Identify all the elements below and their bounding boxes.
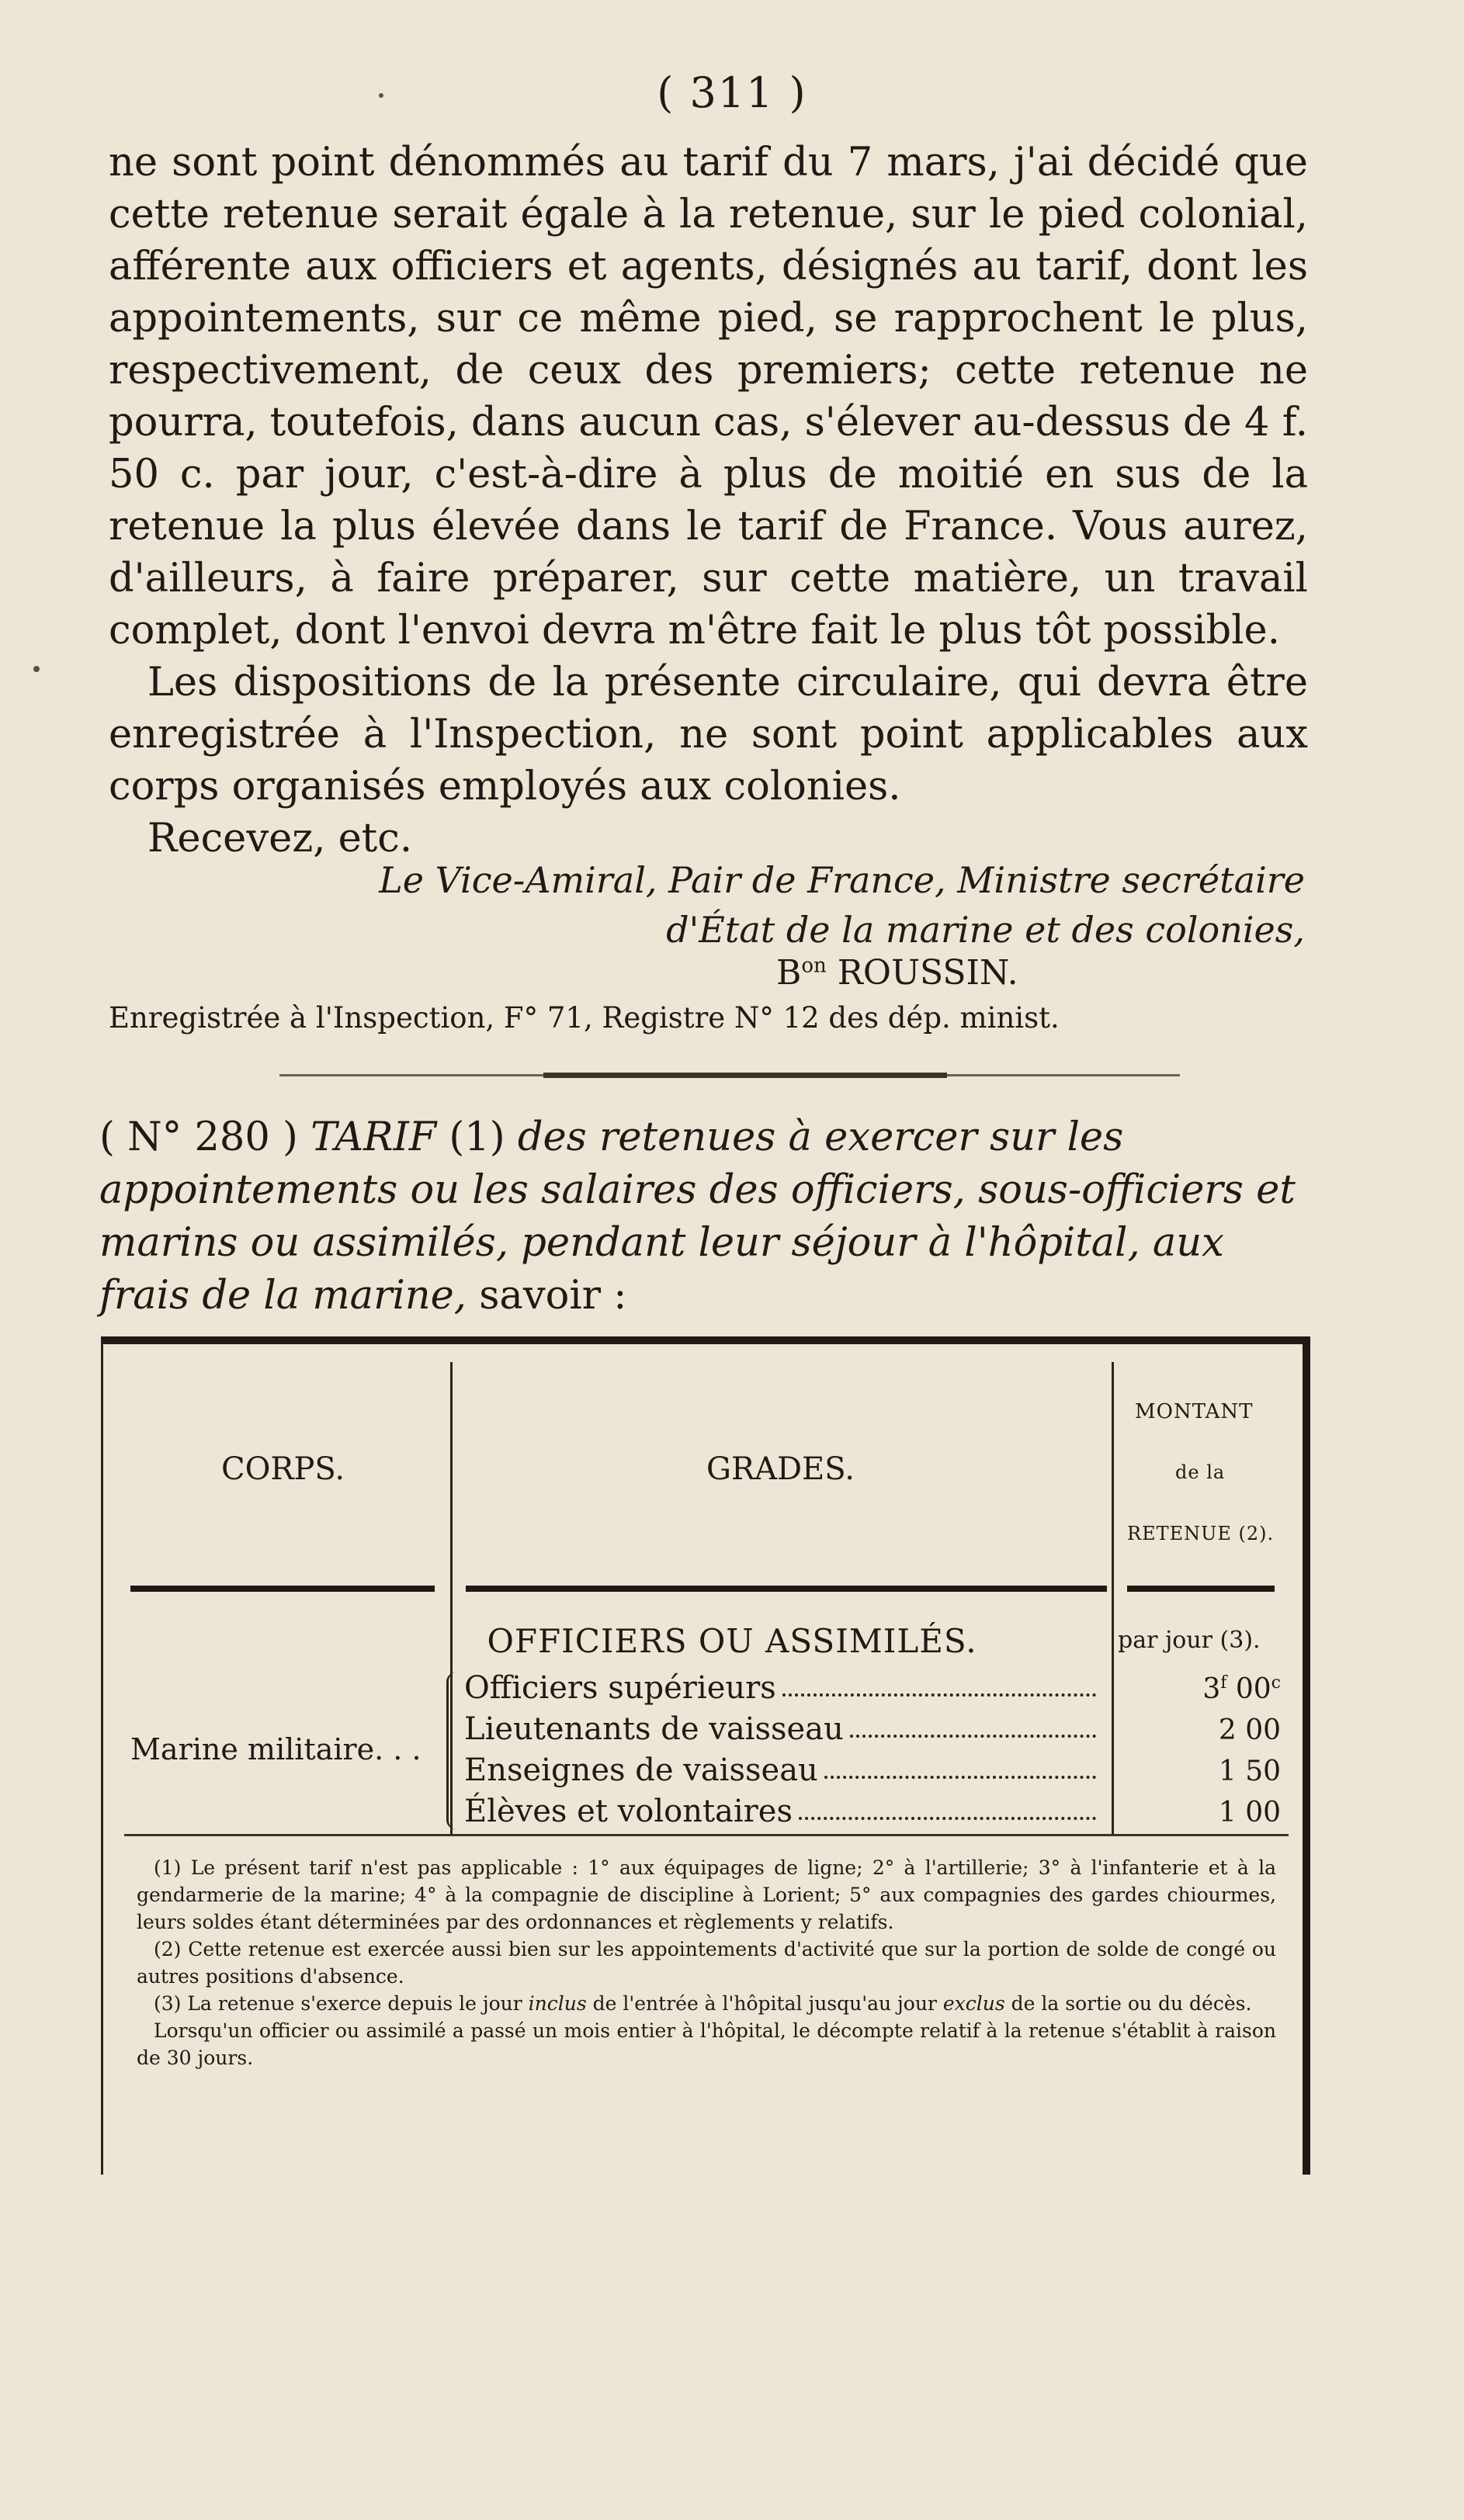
- print-speck: [379, 93, 383, 98]
- table-row: [464, 1752, 1102, 1788]
- amount-cell: 2 00: [1218, 1714, 1281, 1746]
- signature-line-2: d'État de la marine et des colonies,: [666, 909, 1305, 951]
- letter-body: [109, 137, 1308, 865]
- corps-name: Marine militaire. . .: [130, 1732, 422, 1766]
- signature-surname: ROUSSIN.: [837, 953, 1018, 993]
- signature-line-1: Le Vice-Amiral, Pair de France, Ministre secrétaire: [379, 859, 1305, 901]
- signature-prefix: B: [776, 953, 802, 993]
- footnotes: [137, 1854, 1276, 2071]
- tarif-title: TARIF: [310, 1114, 437, 1160]
- header-underline: [1127, 1586, 1275, 1592]
- table-bottom-rule: [124, 1834, 1289, 1836]
- tarif-heading: [99, 1111, 1309, 1322]
- grade-label: Élèves et volontaires: [464, 1794, 793, 1829]
- table-row: [464, 1711, 1102, 1747]
- amount-cell: 1 00: [1218, 1797, 1281, 1828]
- paragraph-retenue: ne sont point dénommés au tarif du 7 mars, j'ai décidé que cette retenue serait égale à la retenue, sur le pied colonial, afférente aux officiers et agents, désignés au tarif, dont les appointements, sur ce même pied, se rapprochent le plus, respectivement, de ceux des premiers; cette retenue ne pourra, toutefois, dans aucun cas, s'élever au-dessus de 4 f. 50 c. par jour, c'est-à-dire à plus de moitié en sus de la retenue la plus élevée dans le tarif de France. Vous aurez, d'ailleurs, à faire préparer, sur cette matière, un travail complet, dont l'envoi devra m'être fait le plus tôt possible.: [109, 140, 1308, 653]
- signature-name: [776, 953, 1018, 993]
- header-grades: GRADES.: [706, 1451, 855, 1487]
- dot-leader: [782, 1670, 1096, 1697]
- tarif-description: des retenues à exercer sur les appointements ou les salaires des officiers, sous-officiers et marins ou assimilés, pendant leur séjour à l'hôpital, aux frais de la marine,: [99, 1114, 1296, 1319]
- footnote-1: (1) Le présent tarif n'est pas applicable : 1° aux équipages de ligne; 2° à l'artillerie; 3° à l'infanterie et à la gendarmerie de la marine; 4° à la compagnie de discipline à Lorient; 5° aux compagnies des gardes chiourmes, leurs soldes étant déterminées par des ordonnances et règlements y relatifs.: [137, 1856, 1276, 1933]
- amount-cell: 1 50: [1218, 1756, 1281, 1787]
- registration-line: Enregistrée à l'Inspection, F° 71, Registre N° 12 des dép. minist.: [109, 1001, 1060, 1035]
- brace-grouping: [446, 1672, 463, 1829]
- dot-leader: [850, 1711, 1096, 1738]
- footnote-4: Lorsqu'un officier ou assimilé a passé un mois entier à l'hôpital, le décompte relatif à la retenue s'établit à raison de 30 jours.: [137, 2019, 1276, 2069]
- dot-leader: [799, 1794, 1096, 1820]
- closing-formula: Recevez, etc.: [147, 816, 413, 861]
- column-divider: [1112, 1362, 1114, 1834]
- signature-title: [379, 855, 1305, 955]
- header-underline: [130, 1586, 435, 1592]
- print-speck: [33, 666, 40, 672]
- per-day-label: par jour (3).: [1118, 1627, 1261, 1654]
- tarif-number: ( N° 280 ): [99, 1114, 298, 1160]
- table-row: [464, 1670, 1102, 1706]
- amount-cell: 3$^f$ 00$^c$: [1202, 1673, 1281, 1705]
- footnote-3: (3) La retenue s'exerce depuis le jour inclus de l'entrée à l'hôpital jusqu'au jour exclus de la sortie ou du décès.: [154, 1992, 1252, 2015]
- page-number: ( 311 ): [657, 68, 807, 117]
- table-row: [464, 1794, 1102, 1829]
- header-montant: MONTANT: [1135, 1400, 1254, 1423]
- section-divider-thick: [543, 1073, 947, 1078]
- signature-prefix-sup: on: [801, 954, 827, 978]
- grade-label: Officiers supérieurs: [464, 1670, 776, 1706]
- paragraph-dispositions: Les dispositions de la présente circulaire, qui devra être enregistrée à l'Inspection, ne sont point applicables aux corps organisés employés aux colonies.: [109, 660, 1308, 809]
- grade-label: Enseignes de vaisseau: [464, 1752, 818, 1788]
- header-retenue: RETENUE (2).: [1127, 1523, 1275, 1544]
- footnote-2: (2) Cette retenue est exercée aussi bien sur les appointements d'activité que sur la portion de solde de congé ou autres positions d'absence.: [137, 1938, 1276, 1988]
- grade-label: Lieutenants de vaisseau: [464, 1711, 844, 1747]
- header-corps: CORPS.: [221, 1451, 345, 1487]
- tarif-note-ref: (1): [449, 1114, 505, 1160]
- dot-leader: [824, 1752, 1096, 1779]
- header-underline: [466, 1586, 1107, 1592]
- header-de-la: de la: [1175, 1461, 1226, 1483]
- section-title: OFFICIERS OU ASSIMILÉS.: [487, 1622, 977, 1660]
- tarif-savoir: savoir :: [479, 1273, 627, 1319]
